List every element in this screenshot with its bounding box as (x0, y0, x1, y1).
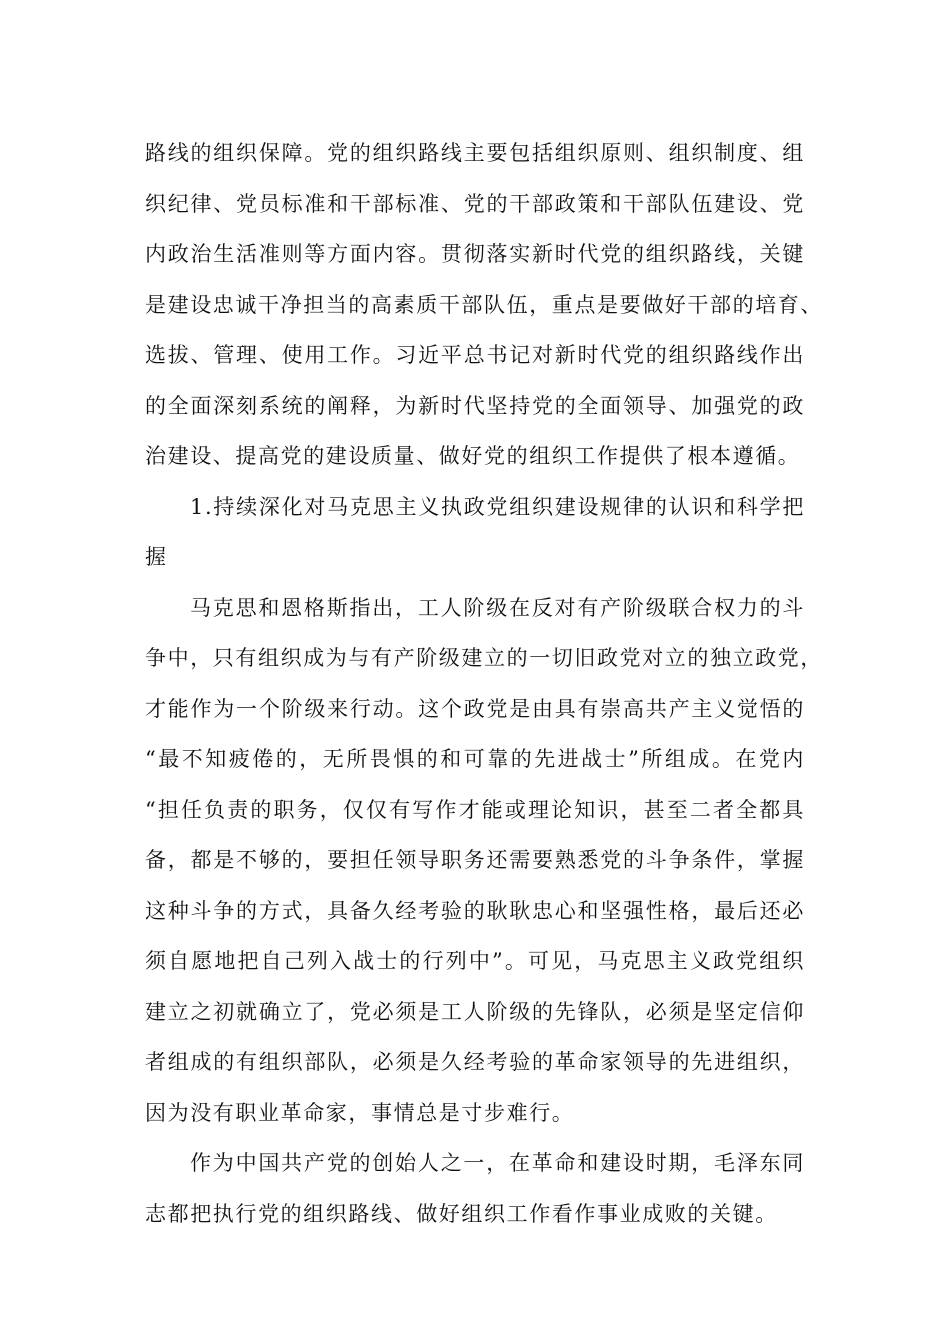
body-text (145, 128, 823, 1239)
text-line: 的全面深刻系统的阐释，为新时代坚持党的全面领导、加强党的政 (145, 393, 805, 418)
text-line: “担任负责的职务，仅仅有写作才能或理论知识，甚至二者全都具 (145, 797, 805, 822)
text-line: 才能作为一个阶级来行动。这个政党是由具有崇高共产主义觉悟的 (145, 696, 805, 721)
text-line: “最不知疲倦的，无所畏惧的和可靠的先进战士”所组成。在党内 (145, 747, 805, 771)
text-line: 作为中国共产党的创始人之一，在革命和建设时期，毛泽东同 (190, 1151, 805, 1175)
text-line: 治建设、提高党的建设质量、做好党的组织工作提供了根本遵循。 (145, 444, 801, 468)
text-line: 这种斗争的方式，具备久经考验的耿耿忠心和坚强性格，最后还必 (145, 898, 805, 923)
section-heading-line: 握 (145, 545, 168, 569)
text-line: 马克思和恩格斯指出，工人阶级在反对有产阶级联合权力的斗 (190, 595, 805, 620)
text-line: 是建设忠诚干净担当的高素质干部队伍，重点是要做好干部的培育、 (145, 292, 823, 317)
text-line: 志都把执行党的组织路线、做好组织工作看作事业成败的关键。 (145, 1201, 778, 1226)
text-line: 建立之初就确立了，党必须是工人阶级的先锋队，必须是坚定信仰 (145, 999, 805, 1024)
text-line: 须自愿地把自己列入战士的行列中”。可见，马克思主义政党组织 (145, 949, 805, 973)
text-line: 内政治生活准则等方面内容。贯彻落实新时代党的组织路线，关键 (145, 242, 805, 266)
text-line: 路线的组织保障。党的组织路线主要包括组织原则、组织制度、组 (145, 141, 805, 165)
text-line: 备，都是不够的，要担任领导职务还需要熟悉党的斗争条件，掌握 (145, 848, 805, 872)
text-line: 选拔、管理、使用工作。习近平总书记对新时代党的组织路线作出 (145, 343, 805, 367)
text-line: 因为没有职业革命家，事情总是寸步难行。 (145, 1100, 575, 1125)
section-heading-line: 1.持续深化对马克思主义执政党组织建设规律的认识和科学把 (190, 494, 805, 519)
text-line: 争中，只有组织成为与有产阶级建立的一切旧政党对立的独立政党， (145, 646, 823, 670)
text-line: 织纪律、党员标准和干部标准、党的干部政策和干部队伍建设、党 (145, 191, 805, 216)
text-line: 者组成的有组织部队，必须是久经考验的革命家领导的先进组织， (145, 1050, 805, 1074)
